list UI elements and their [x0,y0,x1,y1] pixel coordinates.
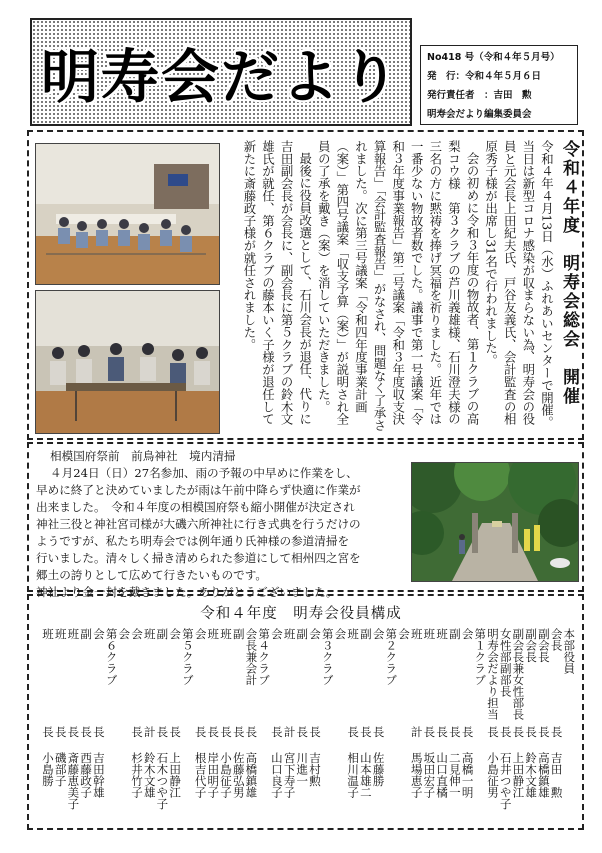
officer-role-suffix: 長 [308,726,322,738]
officer-name: 岸田明子 [206,752,221,798]
officer-position: 会 [460,628,475,640]
officer-role-suffix: 長 [219,726,233,738]
officer-position: 班 [66,628,81,640]
officer-role-suffix: 長 [53,726,68,738]
shrine-cleanup-heading: 相模国府祭前 前鳥神社 境内清掃 [50,449,236,463]
officers-title: 令和４年度 明寿会役員構成 [200,606,402,622]
officer-name: 根吉代子 [193,752,208,798]
officer-role-suffix: 長 [41,726,55,738]
officer-role-suffix: 長 [79,726,94,738]
officer-name: 小島勝 [41,752,55,787]
officer-position: 班 [142,628,157,640]
officer-role-suffix: 長 [447,726,462,738]
officer-role-suffix: 長 [524,726,539,738]
issue-info-box [420,45,578,125]
officer-name: 吉田幹雄 [91,752,106,798]
officer-position: 会 [333,628,348,640]
officer-name: 馬場恵子 [409,752,424,798]
officer-name: 山本雄二 [358,752,373,798]
officer-name: 高橋鎮雄 [244,752,259,798]
officer-role-suffix: 長 [269,726,284,738]
officer-position: 明寿会だより担当 [486,628,500,720]
officer-position: 第４クラブ [257,628,272,686]
officer-role-suffix: 長 [231,726,246,738]
officer-role-suffix: 長 [244,726,259,738]
officer-position: 班 [219,628,233,640]
officer-name: 鈴木文雄 [524,752,539,798]
officer-position: 会 [91,628,106,640]
officer-role-suffix: 長 [511,726,526,738]
officer-name: 山口直橘 [435,752,450,798]
officer-position: 第５クラブ [180,628,195,686]
officer-role-suffix: 長 [536,726,551,738]
officer-position: 女性部副部長 [498,628,513,697]
officer-role-suffix: 長 [206,726,221,738]
officer-name: 宮下寿子 [282,752,297,798]
officer-role-suffix: 長 [193,726,208,738]
article-line: 神社より金一封を戴きました。ありがとうございました。 [36,585,338,599]
issue-number: No418 号（令和４年５月号） [427,52,560,63]
officer-role-suffix: 長 [460,726,475,738]
officer-position: 会 [130,628,144,640]
officer-column [40,628,55,824]
officer-position: 第３クラブ [320,628,335,686]
officer-role-suffix: 長 [168,726,183,738]
officer-role-suffix: 長 [91,726,106,738]
officer-role-suffix: 長 [549,726,564,738]
newsletter-title: 明寿会だより [40,43,401,111]
officer-position: 副 [295,628,310,640]
officer-name: 斎藤恵美子 [66,752,81,810]
general-meeting-heading: 令和４年度 明寿会総会 開催 [559,140,579,406]
officer-position: 班 [409,628,424,640]
officer-role-suffix: 計 [282,726,297,738]
officer-position: 副 [358,628,373,640]
officer-position: 会 [371,628,386,640]
officer-name: 小島征子 [219,752,233,798]
article-line: 早めに終了と決めていましたが雨は午前中降らず快適に作業が [36,483,361,497]
officer-name: 鈴木文雄 [142,752,157,798]
officer-role-suffix: 長 [346,726,361,738]
officer-position: 会 [193,628,208,640]
meeting-photo-1 [35,143,220,285]
officer-position: 第２クラブ [384,628,399,686]
officer-position: 副 [231,628,246,640]
article-line: 行いました。清々しく掃き清められた参道にして相州四之宮を [36,551,361,565]
meeting-photo-2 [35,290,220,434]
officer-position: 第１クラブ [473,628,488,686]
officer-name: 上田静江 [168,752,183,798]
officer-position: 会 [269,628,284,640]
officer-role-suffix: 長 [358,726,373,738]
officer-role-suffix: 計 [409,726,424,738]
general-meeting-article [230,140,578,432]
shrine-photo [411,462,579,582]
article-line: 郷土の誇りとして広めて行きたいものです。 [36,568,267,582]
editorial-committee: 明寿会だより編集委員会 [427,109,532,120]
officer-role-suffix: 長 [498,726,513,738]
officer-position: 会長兼会計 [244,628,259,686]
officer-role-suffix: 計 [142,726,157,738]
officers-table [40,628,577,824]
officer-name: 西藤政子 [79,752,94,798]
officer-name: 川進一 [295,752,310,787]
officer-position: 会 [397,628,411,640]
officer-name: 石井つや子 [498,752,513,810]
officer-name: 杉井竹子 [130,752,144,798]
article-line: 神社三役と神社宮司様が大磯六所神社に行き式典を行うだけの [36,517,361,531]
article-paragraph: 令和４年４月13日（水）ふれあいセンターで開催。当日は新型コロナ感染が収まらない為、明寿会の役員と元会長上田紀夫氏、戸谷友義氏、会計監査の相原秀子様が出席し31名で行われました。 [483,140,555,429]
officer-position: 班 [346,628,361,640]
officer-role-suffix: 長 [371,726,386,738]
officer-name: 二見伸一 [447,752,462,798]
officer-role-suffix: 長 [66,726,81,738]
officer-name: 上田静江 [511,752,526,798]
officer-position: 副会長 [524,628,539,663]
officer-name: 佐藤勝 [371,752,386,787]
article-paragraph: 会の初めに令和３年度の物故者、第１クラブの高梨コウ様 第３クラブの芦川義雄様、石川澄夫様の三名の方に黙祷を捧げ冥福を祈りました。近年では一番少ない物故者数でした。議事で第一号議案「令和３年度事業報告」第二号議案「令和３年度収支決算報告」「会計監査報告」がなされ、問題なく了承されました。次に第三号議案「令和四年度事業計画（案）」第四号議案「収支予算（案）」が説明され全員の了承を戴き（案）を消していただきました。 [316,140,481,432]
article-line: ようですが、私たち明寿会では例年通り氏神様の参道清掃を [36,534,350,548]
officer-name: 高橋一明 [460,752,475,798]
officer-name: 石木つや子 [155,752,170,810]
officer-name: 坂田宏子 [422,752,437,798]
officer-position: 第６クラブ [104,628,119,686]
officer-position: 班 [206,628,221,640]
officer-name: 佐藤弘男 [231,752,246,798]
officer-position: 副 [155,628,170,640]
officer-position: 班 [41,628,55,640]
officer-position: 副 [447,628,462,640]
officer-position: 本部役員 [562,628,577,674]
officer-role-suffix: 長 [130,726,144,738]
officer-position: 会長 [549,628,564,651]
officer-role-suffix: 長 [422,726,437,738]
article-line: ４月24日（日）27名参加、雨の予報の中早めに作業をし、 [50,466,358,480]
officer-position: 副 [79,628,94,640]
masthead [30,18,412,126]
officer-position: 班 [53,628,68,640]
officer-position: 会 [308,628,322,640]
officer-name: 磯部子 [53,752,68,787]
publisher: 発行責任者 ：吉田 勲 [427,90,532,101]
officer-name: 高橋鎮雄 [536,752,551,798]
officer-name: 吉田 勲 [549,752,564,798]
shrine-cleanup-article [36,448,402,601]
officer-position: 会 [117,628,132,640]
officer-position: 副会長 [536,628,551,663]
article-line: 出来ました。 令和４年度の相模国府祭も縮小開催が決定され [36,500,355,514]
officer-name: 吉村勲 [308,752,322,787]
publish-date: 発 行：令和４年５月６日 [427,71,542,82]
officer-name: 山口良子 [269,752,284,798]
officer-role-suffix: 長 [435,726,450,738]
officer-position: 班 [422,628,437,640]
officer-role-suffix: 長 [295,726,310,738]
officer-role-suffix: 長 [155,726,170,738]
officer-position: 副会長兼女性部長 [511,628,526,720]
officer-name: 小島征男 [486,752,500,798]
officer-position: 会 [168,628,183,640]
article-paragraph: 最後に役員改選として、石川会長が退任、代りに吉田副会長が会長に、副会長に第５クラブの鈴木文雄氏が就任、第６クラブの藤本いく子様が退任して新たに斎藤政子様が就任されました。 [241,140,313,426]
officer-name: 相川温子 [346,752,361,798]
officer-position: 班 [282,628,297,640]
officer-role-suffix: 長 [486,726,500,738]
officer-position: 班 [435,628,450,640]
